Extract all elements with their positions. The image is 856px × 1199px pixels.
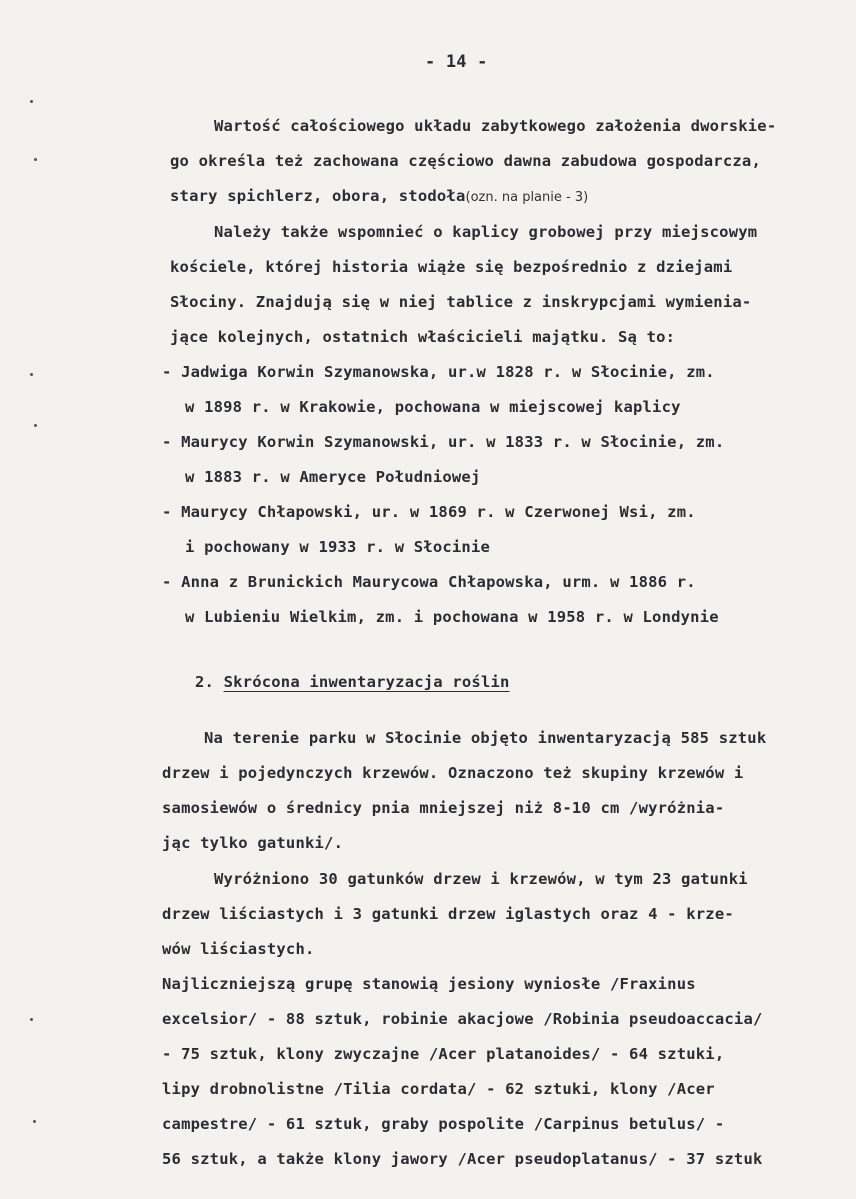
list-item: - Anna z Brunickich Maurycowa Chłapowska, urm. w 1886 r. (162, 573, 696, 591)
list-item-continued: w 1898 r. w Krakowie, pochowana w miejscowej kaplicy (185, 398, 681, 416)
text-line-segment: stary spichlerz, obora, stodoła (170, 187, 466, 205)
text-line: drzew i pojedynczych krzewów. Oznaczono też skupiny krzewów i (162, 764, 744, 782)
section-number: 2. (195, 673, 224, 691)
margin-mark (30, 1018, 33, 1021)
margin-mark (30, 373, 33, 376)
margin-mark (30, 100, 33, 103)
list-item: - Maurycy Korwin Szymanowski, ur. w 1833 r. w Słocinie, zm. (162, 433, 725, 451)
list-item-continued: w 1883 r. w Ameryce Południowej (185, 468, 481, 486)
text-line: kościele, której historia wiąże się bezpośrednio z dziejami (170, 258, 733, 276)
section-heading (195, 672, 510, 692)
text-line: Słociny. Znajdują się w niej tablice z inskrypcjami wymienia- (170, 293, 752, 311)
list-item-continued: w Lubieniu Wielkim, zm. i pochowana w 1958 r. w Londynie (185, 608, 719, 626)
section-title: Skrócona inwentaryzacja roślin (223, 673, 510, 691)
text-line: samosiewów o średnicy pnia mniejszej niż 8-10 cm /wyróżnia- (162, 799, 725, 817)
margin-mark (34, 424, 37, 427)
text-line: - 75 sztuk, klony zwyczajne /Acer platanoides/ - 64 sztuki, (162, 1045, 725, 1063)
text-line: 56 sztuk, a także klony jawory /Acer pseudoplatanus/ - 37 sztuk (162, 1150, 763, 1168)
page-number: - 14 - (425, 52, 488, 72)
text-line (170, 186, 588, 208)
text-line: jąc tylko gatunki/. (162, 834, 344, 852)
margin-mark (33, 1120, 36, 1123)
text-line: jące kolejnych, ostatnich właścicieli majątku. Są to: (170, 328, 676, 346)
text-line: campestre/ - 61 sztuk, graby pospolite /Carpinus betulus/ - (162, 1115, 725, 1133)
text-line: go określa też zachowana częściowo dawna zabudowa gospodarcza, (170, 152, 761, 170)
list-item: - Maurycy Chłapowski, ur. w 1869 r. w Czerwonej Wsi, zm. (162, 503, 696, 521)
text-line: Wartość całościowego układu zabytkowego założenia dworskie- (214, 117, 777, 135)
list-item: - Jadwiga Korwin Szymanowska, ur.w 1828 r. w Słocinie, zm. (162, 363, 715, 381)
margin-mark (34, 158, 37, 161)
list-item-continued: i pochowany w 1933 r. w Słocinie (185, 538, 491, 556)
text-line: drzew liściastych i 3 gatunki drzew iglastych oraz 4 - krze- (162, 905, 734, 923)
text-line: Najliczniejszą grupę stanowią jesiony wyniosłe /Fraxinus (162, 975, 696, 993)
text-line: Wyróżniono 30 gatunków drzew i krzewów, w tym 23 gatunki (214, 870, 748, 888)
text-line: Należy także wspomnieć o kaplicy grobowej przy miejscowym (214, 223, 758, 241)
text-line: excelsior/ - 88 sztuk, robinie akacjowe /Robinia pseudoaccacia/ (162, 1010, 763, 1028)
text-line: Na terenie parku w Słocinie objęto inwentaryzacją 585 sztuk (204, 729, 767, 747)
handwritten-note: (ozn. na planie - 3) (465, 190, 589, 205)
text-line: lipy drobnolistne /Tilia cordata/ - 62 sztuki, klony /Acer (162, 1080, 715, 1098)
text-line: wów liściastych. (162, 940, 315, 958)
